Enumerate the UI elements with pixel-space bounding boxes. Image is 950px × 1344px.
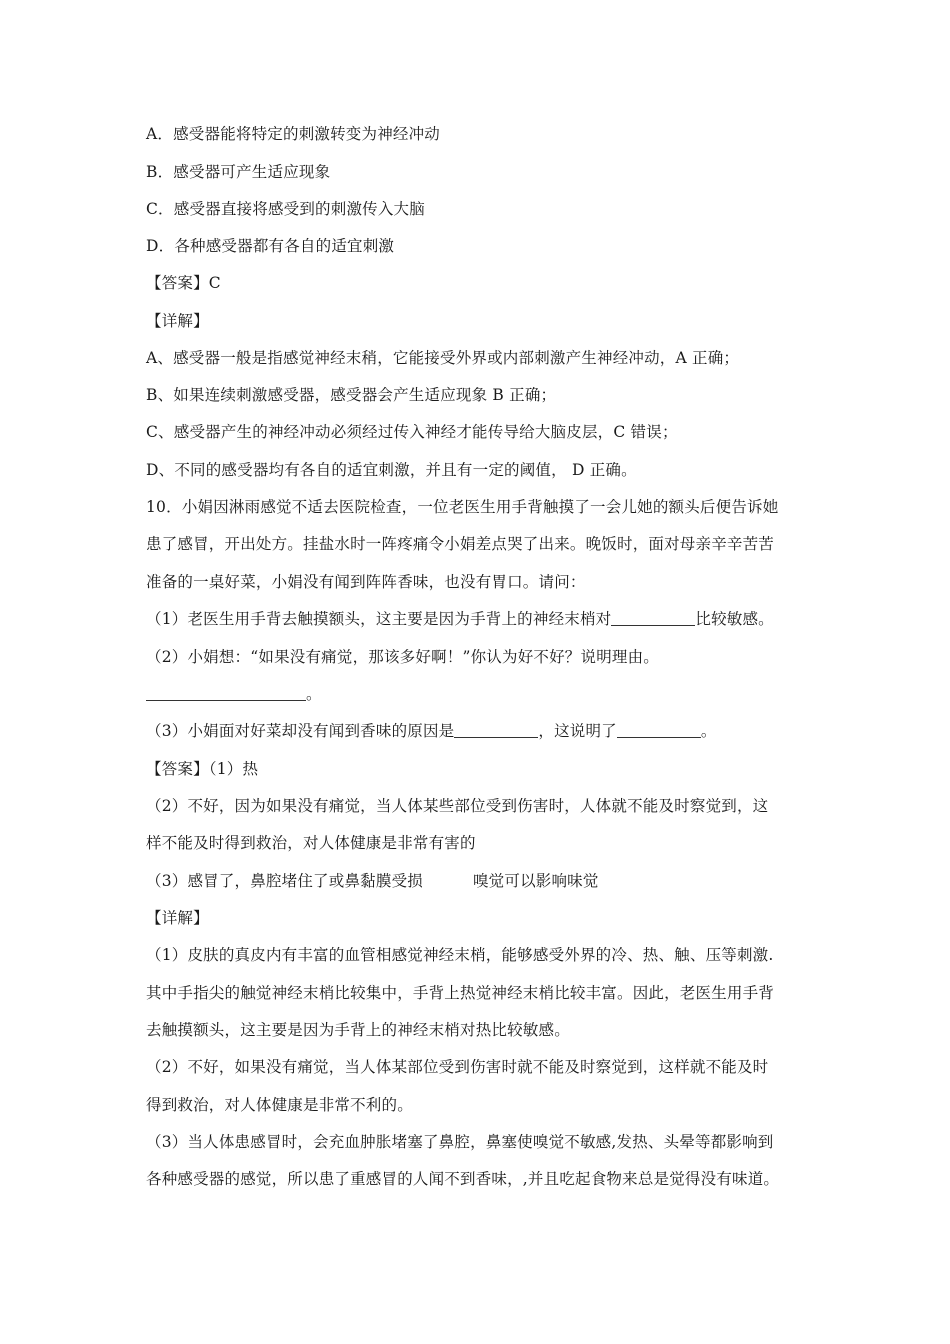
sub-question-3 <box>146 721 816 741</box>
sub-question-1-suffix: 比较敏感。 <box>695 610 774 628</box>
explanation-2-p2-line-1: （2）不好，如果没有痛觉，当人体某部位受到伤害时就不能及时察觉到，这样就不能及时 <box>146 1058 769 1076</box>
explanation-2-p3-line-2: 各种感受器的感觉，所以患了重感冒的人闻不到香味，,并且吃起食物来总是觉得没有味道。 <box>146 1170 780 1188</box>
question-stem-line-2: 患了感冒，开出处方。挂盐水时一阵疼痛令小娟差点哭了出来。晚饭时，面对母亲辛辛苦苦 <box>146 535 775 553</box>
answer-2-part-3-left: （3）感冒了，鼻腔堵住了或鼻黏膜受损 <box>146 872 423 890</box>
answer-label: 【答案】C <box>146 274 221 292</box>
answer-2-part-3-right: 嗅觉可以影响味觉 <box>472 872 599 890</box>
sub-question-1 <box>146 609 816 629</box>
option-c: C．感受器直接将感受到的刺激传入大脑 <box>146 200 425 218</box>
explanation-2-p1-line-1: （1）皮肤的真皮内有丰富的血管相感觉神经末梢，能够感受外界的冷、热、触、压等刺激. <box>146 946 774 964</box>
explanation-2-p3-line-1: （3）当人体患感冒时，会充血肿胀堵塞了鼻腔，鼻塞使嗅觉不敏感,发热、头晕等都影响到 <box>146 1133 774 1151</box>
sub-question-3-end: 。 <box>700 722 717 740</box>
explanation-2-p1-line-3: 去触摸额头，这主要是因为手背上的神经末梢对热比较敏感。 <box>146 1021 570 1039</box>
sub-question-3-text: （3）小娟面对好菜却没有闻到香味的原因是 <box>146 722 455 740</box>
explanation-2-p2-line-2: 得到救治，对人体健康是非常不利的。 <box>146 1096 413 1114</box>
explanation-2-heading: 【详解】 <box>146 909 209 927</box>
question-stem-line-1: 10．小娟因淋雨感觉不适去医院检查，一位老医生用手背触摸了一会儿她的额头后便告诉她 <box>146 498 779 516</box>
answer-blank-4 <box>617 721 701 738</box>
sub-question-2-answer-line <box>146 684 816 704</box>
option-a: A．感受器能将特定的刺激转变为神经冲动 <box>146 125 440 143</box>
option-b: B．感受器可产生适应现象 <box>146 163 331 181</box>
explanation-a: A、感受器一般是指感觉神经末稍，它能接受外界或内部刺激产生神经冲动，A 正确； <box>146 349 740 367</box>
sub-question-2: （2）小娟想：“如果没有痛觉，那该多好啊！”你认为好不好？说明理由。 <box>146 648 660 666</box>
explanation-heading: 【详解】 <box>146 312 209 330</box>
sub-question-3-mid: ，这说明了 <box>538 722 617 740</box>
explanation-d: D、不同的感受器均有各自的适宜刺激，并且有一定的阈值， D 正确。 <box>146 461 637 479</box>
answer-blank-1 <box>611 609 695 626</box>
explanation-b: B、如果连续刺激感受器，感受器会产生适应现象 B 正确； <box>146 386 557 404</box>
option-d: D．各种感受器都有各自的适宜刺激 <box>146 237 395 255</box>
answer-2-part-1: 【答案】（1）热 <box>146 760 259 778</box>
answer-blank-3 <box>454 721 538 738</box>
explanation-2-p1-line-2: 其中手指尖的触觉神经末梢比较集中，手背上热觉神经末梢比较丰富。因此，老医生用手背 <box>146 984 775 1002</box>
explanation-c: C、感受器产生的神经冲动必须经过传入神经才能传导给大脑皮层，C 错误； <box>146 423 678 441</box>
sub-question-1-text: （1）老医生用手背去触摸额头，这主要是因为手背上的神经末梢对 <box>146 610 612 628</box>
question-stem-line-3: 准备的一桌好菜，小娟没有闻到阵阵香味，也没有胃口。请问： <box>146 573 586 591</box>
answer-2-part-3 <box>146 871 816 891</box>
sub-question-2-end: 。 <box>306 685 322 703</box>
answer-blank-2 <box>146 684 306 701</box>
answer-2-part-2-line-2: 样不能及时得到救治，对人体健康是非常有害的 <box>146 834 476 852</box>
answer-2-part-2-line-1: （2）不好，因为如果没有痛觉，当人体某些部位受到伤害时，人体就不能及时察觉到，这 <box>146 797 769 815</box>
